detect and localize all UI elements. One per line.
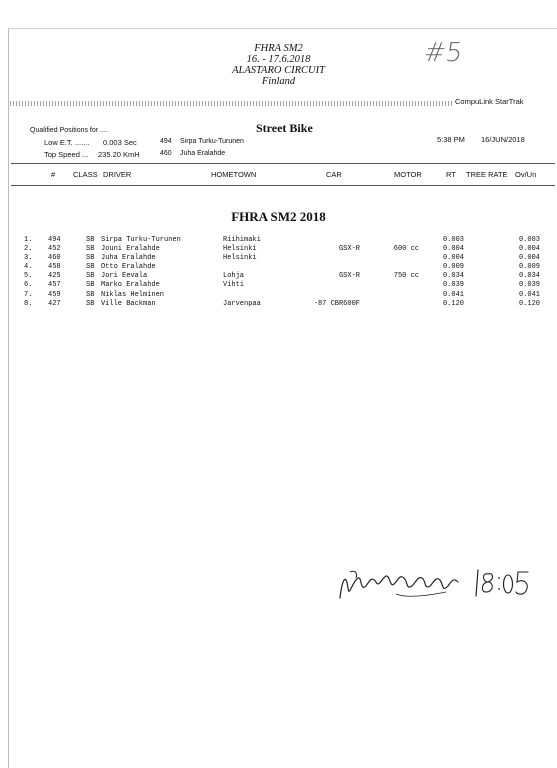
row-ov-un: 0.041 — [518, 290, 540, 299]
row-number: 452 — [48, 245, 61, 254]
handwritten-signature — [336, 558, 536, 608]
row-position: 4. — [24, 263, 33, 272]
row-rt: 0.004 — [442, 245, 464, 254]
row-number: 460 — [48, 254, 61, 263]
row-class: SB — [86, 299, 95, 308]
event-title: FHRA SM2 — [254, 43, 303, 54]
row-position: 3. — [24, 254, 33, 263]
event-country: Finland — [261, 76, 296, 87]
header-rule-bottom — [11, 185, 555, 186]
row-position: 7. — [24, 290, 33, 299]
table-row — [0, 291, 557, 300]
row-driver: Ville Backman — [101, 299, 156, 308]
section-title: FHRA SM2 2018 — [231, 209, 326, 224]
row-class: SB — [86, 281, 95, 290]
row-driver: Jouni Eralahde — [101, 245, 160, 254]
row-rt: 0.009 — [442, 263, 464, 272]
row-driver: Jori Eevala — [101, 272, 148, 281]
row-rt: 0.004 — [442, 254, 464, 263]
row-position: 8. — [24, 299, 33, 308]
row-class: SB — [86, 254, 95, 263]
row-position: 1. — [24, 236, 33, 244]
col-header-hometown: HOMETOWN — [211, 170, 257, 179]
row-number: 425 — [48, 272, 61, 281]
row-hometown: Riihimaki — [223, 236, 261, 244]
table-row — [0, 281, 557, 290]
qualified-label: Qualified Positions for .... — [30, 127, 108, 134]
row-car: GSX-R — [338, 245, 360, 254]
row-driver: Sirpa Turku-Turunen — [101, 236, 181, 244]
row-hometown: Lohja — [223, 272, 245, 281]
header-hatch-divider — [10, 101, 454, 106]
row-number: 459 — [48, 290, 61, 299]
row-ov-un: 0.120 — [518, 299, 540, 308]
row-rt: 0.039 — [442, 281, 464, 290]
row-ov-un: 0.004 — [518, 245, 540, 254]
row-position: 5. — [24, 272, 33, 281]
row-driver: Marko Eralahde — [101, 281, 160, 290]
row-position: 6. — [24, 281, 33, 290]
top-speed-label: Top Speed ... — [44, 150, 89, 159]
low-et-label: Low E.T. ....... — [44, 138, 90, 147]
table-row — [0, 263, 557, 272]
col-header-class: CLASS — [73, 170, 98, 179]
col-header-car: CAR — [326, 170, 342, 179]
row-rt: 0.041 — [442, 290, 464, 299]
row-rt: 0.120 — [442, 299, 464, 308]
row-driver: Otto Eralahde — [101, 263, 156, 272]
row-class: SB — [86, 290, 95, 299]
row-number: 494 — [48, 236, 61, 244]
row-hometown: Helsinki — [223, 254, 257, 263]
report-date: 16/JUN/2018 — [481, 135, 525, 144]
top-speed-value: 235.20 KmH — [98, 150, 140, 159]
system-name: CompuLink StarTrak — [455, 97, 524, 106]
row-ov-un: 0.034 — [518, 272, 540, 281]
col-header-ov-un: Ov/Un — [515, 170, 537, 179]
row-ov-un: 0.003 — [518, 236, 540, 244]
row-driver: Juha Eralahde — [101, 254, 156, 263]
row-number: 457 — [48, 281, 61, 290]
row-hometown: Jarvenpaa — [223, 299, 261, 308]
row-class: SB — [86, 263, 95, 272]
page-left-edge — [8, 28, 9, 768]
event-venue: ALASTARO CIRCUIT — [232, 65, 325, 76]
low-et-driver: Sirpa Turku-Turunen — [180, 138, 244, 145]
low-et-car-number: 494 — [160, 138, 172, 145]
col-header-tree-rate: TREE RATE — [466, 170, 508, 179]
row-driver: Niklas Helminen — [101, 290, 165, 299]
handwritten-page-number: #5 — [421, 38, 465, 68]
row-ov-un: 0.009 — [518, 263, 540, 272]
top-speed-driver: Juha Eralahde — [180, 150, 226, 157]
row-number: 427 — [48, 299, 61, 308]
col-header-motor: MOTOR — [394, 170, 422, 179]
row-car: -87 CBR600F — [313, 299, 360, 308]
table-row — [0, 254, 557, 263]
row-ov-un: 0.004 — [518, 254, 540, 263]
row-position: 2. — [24, 245, 33, 254]
row-car: GSX-R — [338, 272, 360, 281]
row-hometown: Vihti — [223, 281, 245, 290]
row-hometown: Helsinki — [223, 245, 257, 254]
col-header-driver: DRIVER — [103, 170, 132, 179]
col-header-num: # — [51, 170, 56, 179]
event-dates: 16. - 17.6.2018 — [246, 54, 311, 65]
row-number: 458 — [48, 263, 61, 272]
table-row — [0, 272, 557, 281]
header-rule-top — [11, 163, 555, 164]
row-motor: 750 cc — [393, 272, 419, 281]
table-row — [0, 245, 557, 254]
col-header-rt: RT — [446, 170, 456, 179]
row-motor: 600 cc — [393, 245, 419, 254]
top-speed-car-number: 460 — [160, 150, 172, 157]
row-class: SB — [86, 236, 95, 244]
report-time: 5:38 PM — [437, 135, 465, 144]
row-ov-un: 0.039 — [518, 281, 540, 290]
table-row — [0, 300, 557, 309]
row-class: SB — [86, 245, 95, 254]
row-rt: 0.003 — [442, 236, 464, 244]
page-top-edge — [8, 28, 557, 29]
row-class: SB — [86, 272, 95, 281]
table-row — [0, 236, 557, 245]
results-table — [0, 236, 557, 309]
row-rt: 0.034 — [442, 272, 464, 281]
class-title: Street Bike — [256, 121, 313, 135]
low-et-value: 0.003 Sec — [103, 138, 137, 147]
